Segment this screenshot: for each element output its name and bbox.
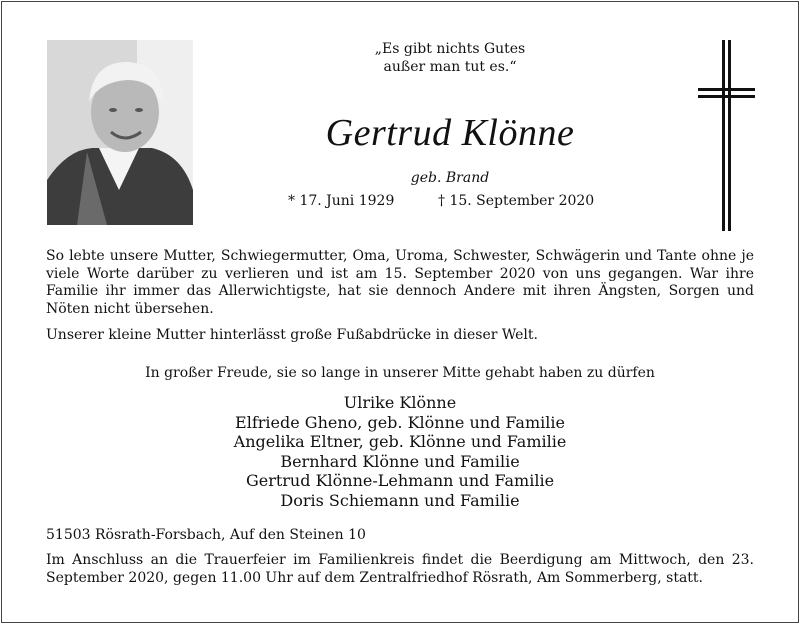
deceased-name: Gertrud Klönne <box>325 112 575 154</box>
mourner-item: Gertrud Klönne-Lehmann und Familie <box>245 471 555 491</box>
obituary-paragraph-2: Unserer kleine Mutter hinterlässt große Fußabdrücke in dieser Welt. <box>46 327 538 343</box>
funeral-notice: Im Anschluss an die Trauerfeier im Familienkreis findet die Beerdigung am Mittwoch, den 23. September 2020, gegen 11.00 Uhr auf dem Zentralfriedhof Rösrath, Am Sommerberg, statt. <box>46 552 754 586</box>
quote <box>300 40 600 76</box>
cross-icon <box>697 38 757 237</box>
portrait-illustration <box>47 40 193 225</box>
birth-date: * 17. Juni 1929 <box>288 193 395 209</box>
family-address: 51503 Rösrath-Forsbach, Auf den Steinen 10 <box>46 527 366 543</box>
mourner-item: Bernhard Klönne und Familie <box>280 451 520 471</box>
mourner-item: Doris Schiemann und Familie <box>280 490 520 510</box>
gratitude-line: In großer Freude, sie so lange in unserer Mitte gehabt haben zu dürfen <box>145 365 655 381</box>
mourners-list <box>150 393 650 511</box>
maiden-name: geb. Brand <box>410 170 490 186</box>
mourner-item: Ulrike Klönne <box>343 393 457 412</box>
death-date: † 15. September 2020 <box>438 193 595 209</box>
portrait-photo <box>47 40 193 225</box>
mourner-item: Elfriede Gheno, geb. Klönne und Familie <box>235 412 565 432</box>
mourner-item: Angelika Eltner, geb. Klönne und Familie <box>233 432 567 452</box>
quote-line-2: außer man tut es.“ <box>383 59 517 75</box>
quote-line-1: „Es gibt nichts Gutes <box>374 41 526 57</box>
obituary-paragraph-1: So lebte unsere Mutter, Schwiegermutter, Oma, Uroma, Schwester, Schwägerin und Tante ohne je viele Worte darüber zu verlieren und ist am 15. September 2020 von uns gegangen. War ihre Familie ihr immer das Allerwichtigste, hat sie dennoch Andere mit ihren Ängsten, Sorgen und Nöten nicht übersehen. <box>46 248 754 317</box>
